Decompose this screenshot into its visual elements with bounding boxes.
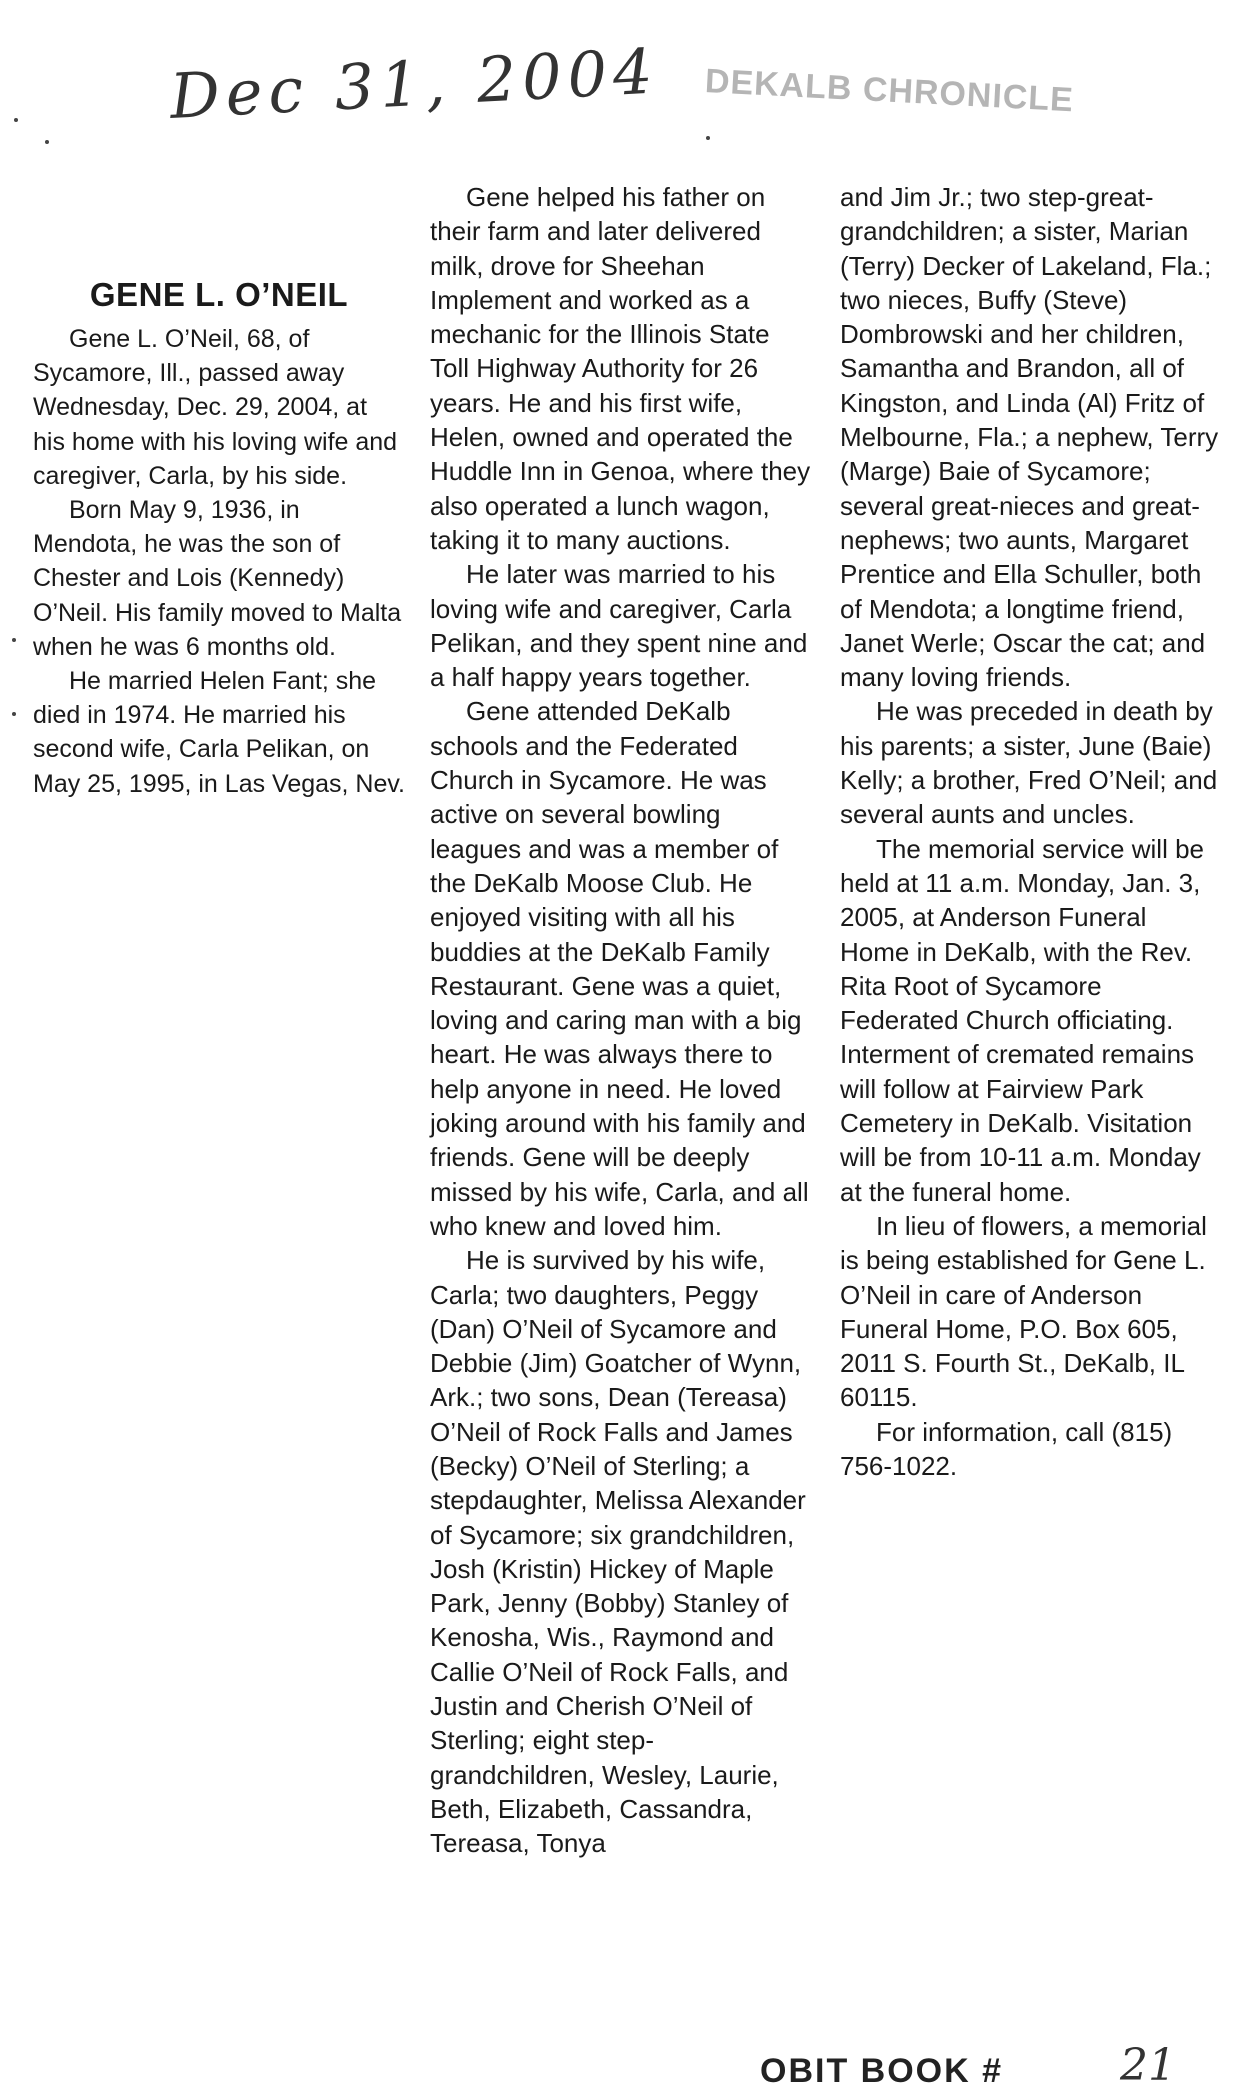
paragraph: For information, call (815) 756-1022. [840,1416,1173,1481]
handwritten-date: Dec 31, 2004 [168,34,661,133]
obit-book-label: OBIT BOOK # [760,2052,1004,2090]
paragraph: In lieu of flowers, a memorial is being established for Gene L. O’Neil in care of Anderson Funeral Home, P.O. Box 605, 2011 S. Fourth St., DeKalb, IL 60115. [840,1210,1207,1413]
speck [12,638,16,642]
paragraph: Born May 9, 1936, in Mendota, he was the son of Chester and Lois (Kennedy) O’Neil. His family moved to Malta when he was 6 months old. [33,496,402,661]
column-1 [33,322,405,801]
paragraph: He was preceded in death by his parents; a sister, June (Baie) Kelly; a brother, Fred O’Neil; and several aunts and uncles. [840,696,1218,830]
speck [12,712,16,716]
paragraph: Gene helped his father on their farm and later delivered milk, drove for Sheehan Implement and worked as a mechanic for the Illinois State Toll Highway Authority for 26 years. He and his first wife, Helen, owned and operated the Huddle Inn in Genoa, where they also operated a lunch wagon, taking it to many auctions. [430,182,811,555]
obituary-title: GENE L. O’NEIL [89,276,349,313]
newspaper-stamp: DEKALB CHRONICLE [704,62,1075,120]
speck [706,136,710,140]
paragraph: Gene attended DeKalb schools and the Federated Church in Sycamore. He was active on several bowling leagues and was a member of the DeKalb Moose Club. He enjoyed visiting with all his buddies at the DeKalb Family Restaurant. Gene was a quiet, loving and caring man with a big heart. He was always there to help anyone in need. He loved joking around with his family and friends. Gene will be deeply missed by his wife, Carla, and all who knew and loved him. [430,696,809,1241]
paragraph: He later was married to his loving wife and caregiver, Carla Pelikan, and they spent nine and a half happy years together. [430,559,808,693]
paragraph: Gene L. O’Neil, 68, of Sycamore, Ill., passed away Wednesday, Dec. 29, 2004, at his home with his loving wife and caregiver, Carla, by his side. [33,325,398,490]
paragraph: He married Helen Fant; she died in 1974. He married his second wife, Carla Pelikan, on May 25, 1995, in Las Vegas, Nev. [33,667,405,798]
paragraph: and Jim Jr.; two step-great-grandchildren; a sister, Marian (Terry) Decker of Lakeland, Fla.; two nieces, Buffy (Steve) Dombrowski and her children, Samantha and Brandon, all of Kingston, and Linda (Al) Fritz of Melbourne, Fla.; a nephew, Terry (Marge) Baie of Sycamore; several great-nieces and great-nephews; two aunts, Margaret Prentice and Ella Schuller, both of Mendota; a longtime friend, Janet Werle; Oscar the cat; and many loving friends. [840,182,1219,693]
paragraph: He is survived by his wife, Carla; two daughters, Peggy (Dan) O’Neil of Sycamore and Debbie (Jim) Goatcher of Wynn, Ark.; two sons, Dean (Tereasa) O’Neil of Rock Falls and James (Becky) O’Neil of Sterling; a stepdaughter, Melissa Alexander of Sycamore; six grandchildren, Josh (Kristin) Hickey of Maple Park, Jenny (Bobby) Stanley of Kenosha, Wis., Raymond and Callie O’Neil of Rock Falls, and Justin and Cherish O’Neil of Sterling; eight step-grandchildren, Wesley, Laurie, Beth, Elizabeth, Cassandra, Tereasa, Tonya [430,1245,806,1859]
speck [45,140,49,144]
obit-book-number: 21 [1120,2040,1176,2091]
column-2 [430,180,815,1861]
paragraph: The memorial service will be held at 11 a.m. Monday, Jan. 3, 2005, at Anderson Funeral Home in DeKalb, with the Rev. Rita Root of Sycamore Federated Church officiating. Interment of cremated remains will follow at Fairview Park Cemetery in DeKalb. Visitation will be from 10-11 a.m. Monday at the funeral home. [840,833,1204,1207]
column-3 [840,180,1222,1483]
speck [14,118,18,122]
